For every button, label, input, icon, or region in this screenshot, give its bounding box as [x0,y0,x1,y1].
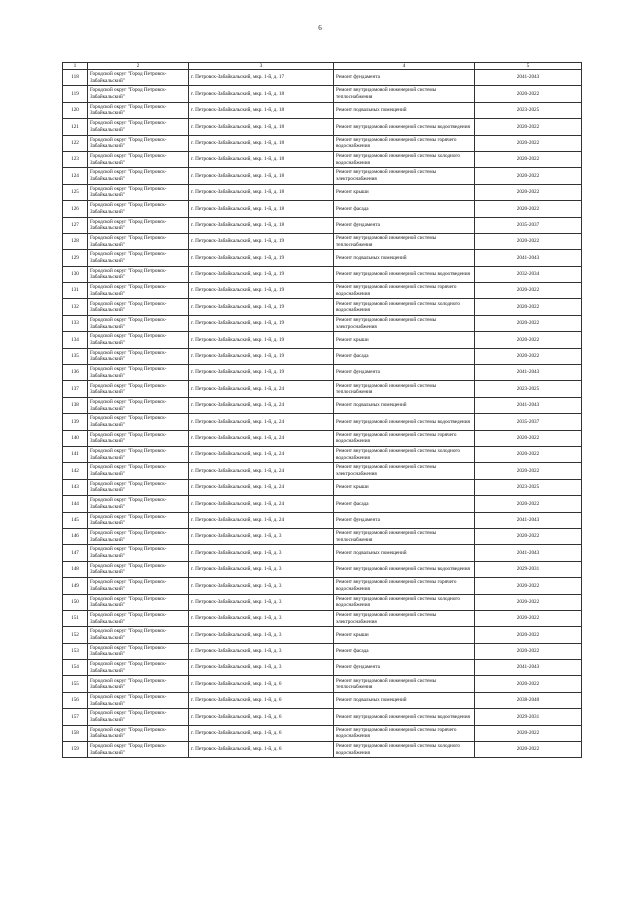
work-type-cell: Ремонт внутридомовой инженерной системы теплоснабжения [334,233,475,249]
work-type-cell: Ремонт внутридомовой инженерной системы теплоснабжения [334,381,475,397]
district-cell: Городской округ "Город Петровск-Забайкальский" [88,365,189,381]
work-type-cell: Ремонт подвальных помещений [334,692,475,708]
row-number-cell: 120 [63,102,88,118]
work-type-cell: Ремонт внутридомовой инженерной системы горячего водоснабжения [334,430,475,446]
table-row [63,512,582,528]
work-type-cell: Ремонт фасада [334,643,475,659]
period-cell: 2041-2043 [475,660,582,676]
period-cell: 2020-2022 [475,627,582,643]
period-cell: 2029-2031 [475,561,582,577]
work-type-cell: Ремонт внутридомовой инженерной системы теплоснабжения [334,528,475,544]
row-number-cell: 138 [63,397,88,413]
address-cell: г. Петровск-Забайкальский, мкр. 1-й, д. 24 [189,479,334,495]
district-cell: Городской округ "Город Петровск-Забайкальский" [88,397,189,413]
period-cell: 2020-2022 [475,299,582,315]
row-number-cell: 140 [63,430,88,446]
district-cell: Городской округ "Город Петровск-Забайкальский" [88,594,189,610]
district-cell: Городской округ "Город Петровск-Забайкальский" [88,233,189,249]
table-row [63,315,582,331]
period-cell: 2020-2022 [475,463,582,479]
address-cell: г. Петровск-Забайкальский, мкр. 1-й, д. 19 [189,332,334,348]
table-row [63,348,582,364]
work-type-cell: Ремонт внутридомовой инженерной системы теплоснабжения [334,676,475,692]
period-cell: 2023-2025 [475,102,582,118]
period-cell: 2041-2043 [475,397,582,413]
column-header: 3 [189,63,334,70]
address-cell: г. Петровск-Забайкальский, мкр. 1-й, д. 3 [189,660,334,676]
address-cell: г. Петровск-Забайкальский, мкр. 1-й, д. 18 [189,135,334,151]
work-type-cell: Ремонт внутридомовой инженерной системы водоотведения [334,119,475,135]
address-cell: г. Петровск-Забайкальский, мкр. 1-й, д. 19 [189,365,334,381]
address-cell: г. Петровск-Забайкальский, мкр. 1-й, д. 6 [189,709,334,725]
table-row [63,332,582,348]
period-cell: 2020-2022 [475,496,582,512]
work-type-cell: Ремонт фундамента [334,660,475,676]
address-cell: г. Петровск-Забайкальский, мкр. 1-й, д. 19 [189,299,334,315]
row-number-cell: 119 [63,86,88,102]
address-cell: г. Петровск-Забайкальский, мкр. 1-й, д. 3 [189,610,334,626]
district-cell: Городской округ "Город Петровск-Забайкальский" [88,430,189,446]
work-type-cell: Ремонт крыши [334,184,475,200]
table-row [63,135,582,151]
row-number-cell: 137 [63,381,88,397]
address-cell: г. Петровск-Забайкальский, мкр. 1-й, д. 24 [189,463,334,479]
district-cell: Городской округ "Город Петровск-Забайкальский" [88,692,189,708]
table-row [63,561,582,577]
period-cell: 2029-2031 [475,709,582,725]
district-cell: Городской округ "Город Петровск-Забайкальский" [88,725,189,741]
row-number-cell: 141 [63,446,88,462]
district-cell: Городской округ "Город Петровск-Забайкальский" [88,479,189,495]
table-row [63,119,582,135]
work-type-cell: Ремонт подвальных помещений [334,397,475,413]
period-cell: 2020-2022 [475,184,582,200]
district-cell: Городской округ "Город Петровск-Забайкальский" [88,184,189,200]
table-row [63,676,582,692]
row-number-cell: 139 [63,414,88,430]
table-row [63,578,582,594]
district-cell: Городской округ "Город Петровск-Забайкальский" [88,446,189,462]
address-cell: г. Петровск-Забайкальский, мкр. 1-й, д. 19 [189,250,334,266]
district-cell: Городской округ "Город Петровск-Забайкальский" [88,709,189,725]
address-cell: г. Петровск-Забайкальский, мкр. 1-й, д. 19 [189,348,334,364]
work-type-cell: Ремонт внутридомовой инженерной системы горячего водоснабжения [334,283,475,299]
table-row [63,283,582,299]
column-header: 4 [334,63,475,70]
work-type-cell: Ремонт внутридомовой инженерной системы электроснабжения [334,463,475,479]
district-cell: Городской округ "Город Петровск-Забайкальский" [88,135,189,151]
work-type-cell: Ремонт внутридомовой инженерной системы холодного водоснабжения [334,446,475,462]
address-cell: г. Петровск-Забайкальский, мкр. 1-й, д. 6 [189,692,334,708]
column-number-row [63,63,582,70]
work-type-cell: Ремонт подвальных помещений [334,102,475,118]
work-type-cell: Ремонт фундамента [334,70,475,86]
work-type-cell: Ремонт фасада [334,496,475,512]
work-type-cell: Ремонт фасада [334,348,475,364]
row-number-cell: 135 [63,348,88,364]
table-row [63,594,582,610]
work-type-cell: Ремонт фасада [334,201,475,217]
district-cell: Городской округ "Город Петровск-Забайкальский" [88,643,189,659]
table-row [63,725,582,741]
district-cell: Городской округ "Город Петровск-Забайкальский" [88,545,189,561]
district-cell: Городской округ "Город Петровск-Забайкальский" [88,332,189,348]
row-number-cell: 157 [63,709,88,725]
row-number-cell: 153 [63,643,88,659]
address-cell: г. Петровск-Забайкальский, мкр. 1-й, д. 3 [189,578,334,594]
table-row [63,430,582,446]
period-cell: 2020-2022 [475,725,582,741]
period-cell: 2020-2022 [475,610,582,626]
table-row [63,446,582,462]
row-number-cell: 130 [63,266,88,282]
district-cell: Городской округ "Город Петровск-Забайкальский" [88,676,189,692]
work-type-cell: Ремонт подвальных помещений [334,545,475,561]
row-number-cell: 123 [63,151,88,167]
work-type-cell: Ремонт внутридомовой инженерной системы водоотведения [334,266,475,282]
work-type-cell: Ремонт внутридомовой инженерной системы горячего водоснабжения [334,725,475,741]
work-type-cell: Ремонт внутридомовой инженерной системы холодного водоснабжения [334,594,475,610]
column-header: 1 [63,63,88,70]
row-number-cell: 142 [63,463,88,479]
work-type-cell: Ремонт внутридомовой инженерной системы горячего водоснабжения [334,135,475,151]
table-row [63,70,582,86]
district-cell: Городской округ "Город Петровск-Забайкальский" [88,528,189,544]
row-number-cell: 149 [63,578,88,594]
address-cell: г. Петровск-Забайкальский, мкр. 1-й, д. 17 [189,70,334,86]
period-cell: 2020-2022 [475,348,582,364]
work-type-cell: Ремонт внутридомовой инженерной системы холодного водоснабжения [334,742,475,758]
period-cell: 2020-2022 [475,233,582,249]
period-cell: 2020-2022 [475,742,582,758]
period-cell: 2041-2043 [475,365,582,381]
row-number-cell: 122 [63,135,88,151]
address-cell: г. Петровск-Забайкальский, мкр. 1-й, д. 3 [189,594,334,610]
period-cell: 2023-2025 [475,479,582,495]
table-row [63,742,582,758]
work-type-cell: Ремонт внутридомовой инженерной системы электроснабжения [334,315,475,331]
period-cell: 2020-2022 [475,643,582,659]
district-cell: Городской округ "Город Петровск-Забайкальский" [88,250,189,266]
table-row [63,299,582,315]
work-type-cell: Ремонт фундамента [334,512,475,528]
work-type-cell: Ремонт внутридомовой инженерной системы электроснабжения [334,610,475,626]
district-cell: Городской округ "Город Петровск-Забайкальский" [88,119,189,135]
table-row [63,463,582,479]
table-row [63,545,582,561]
row-number-cell: 147 [63,545,88,561]
district-cell: Городской округ "Город Петровск-Забайкальский" [88,299,189,315]
address-cell: г. Петровск-Забайкальский, мкр. 1-й, д. 18 [189,201,334,217]
table-row [63,414,582,430]
period-cell: 2020-2022 [475,446,582,462]
address-cell: г. Петровск-Забайкальский, мкр. 1-й, д. 18 [189,217,334,233]
address-cell: г. Петровск-Забайкальский, мкр. 1-й, д. 18 [189,151,334,167]
table-row [63,151,582,167]
table-row [63,217,582,233]
row-number-cell: 144 [63,496,88,512]
address-cell: г. Петровск-Забайкальский, мкр. 1-й, д. 6 [189,725,334,741]
work-type-cell: Ремонт внутридомовой инженерной системы водоотведения [334,561,475,577]
column-header: 2 [88,63,189,70]
row-number-cell: 124 [63,168,88,184]
period-cell: 2020-2022 [475,283,582,299]
work-type-cell: Ремонт крыши [334,332,475,348]
period-cell: 2020-2022 [475,201,582,217]
address-cell: г. Петровск-Забайкальский, мкр. 1-й, д. 18 [189,184,334,200]
period-cell: 2035-2037 [475,217,582,233]
table-row [63,102,582,118]
district-cell: Городской округ "Город Петровск-Забайкальский" [88,201,189,217]
row-number-cell: 121 [63,119,88,135]
district-cell: Городской округ "Город Петровск-Забайкальский" [88,660,189,676]
period-cell: 2020-2022 [475,430,582,446]
work-type-cell: Ремонт внутридомовой инженерной системы горячего водоснабжения [334,578,475,594]
table-row [63,496,582,512]
address-cell: г. Петровск-Забайкальский, мкр. 1-й, д. 6 [189,742,334,758]
district-cell: Городской округ "Город Петровск-Забайкальский" [88,315,189,331]
district-cell: Городской округ "Город Петровск-Забайкальский" [88,381,189,397]
row-number-cell: 136 [63,365,88,381]
period-cell: 2020-2022 [475,332,582,348]
district-cell: Городской округ "Город Петровск-Забайкальский" [88,168,189,184]
table-body [63,63,582,758]
work-type-cell: Ремонт фундамента [334,217,475,233]
work-type-cell: Ремонт внутридомовой инженерной системы теплоснабжения [334,86,475,102]
repair-schedule-table [62,62,582,758]
period-cell: 2020-2022 [475,528,582,544]
work-type-cell: Ремонт крыши [334,479,475,495]
table-row [63,381,582,397]
district-cell: Городской округ "Город Петровск-Забайкальский" [88,610,189,626]
period-cell: 2041-2043 [475,250,582,266]
table-row [63,709,582,725]
work-type-cell: Ремонт внутридомовой инженерной системы холодного водоснабжения [334,299,475,315]
district-cell: Городской округ "Город Петровск-Забайкальский" [88,151,189,167]
work-type-cell: Ремонт внутридомовой инженерной системы водоотведения [334,414,475,430]
district-cell: Городской округ "Город Петровск-Забайкальский" [88,463,189,479]
page-number: 6 [318,24,322,32]
address-cell: г. Петровск-Забайкальский, мкр. 1-й, д. 24 [189,446,334,462]
row-number-cell: 148 [63,561,88,577]
work-type-cell: Ремонт подвальных помещений [334,250,475,266]
district-cell: Городской округ "Город Петровск-Забайкальский" [88,578,189,594]
district-cell: Городской округ "Город Петровск-Забайкальский" [88,414,189,430]
table-row [63,184,582,200]
period-cell: 2020-2022 [475,168,582,184]
period-cell: 2020-2022 [475,135,582,151]
row-number-cell: 145 [63,512,88,528]
period-cell: 2020-2022 [475,578,582,594]
table-row [63,397,582,413]
district-cell: Городской округ "Город Петровск-Забайкальский" [88,86,189,102]
work-type-cell: Ремонт внутридомовой инженерной системы холодного водоснабжения [334,151,475,167]
address-cell: г. Петровск-Забайкальский, мкр. 1-й, д. 18 [189,119,334,135]
row-number-cell: 151 [63,610,88,626]
period-cell: 2035-2037 [475,414,582,430]
column-header: 5 [475,63,582,70]
row-number-cell: 129 [63,250,88,266]
district-cell: Городской округ "Город Петровск-Забайкальский" [88,266,189,282]
work-type-cell: Ремонт внутридомовой инженерной системы водоотведения [334,709,475,725]
address-cell: г. Петровск-Забайкальский, мкр. 1-й, д. 24 [189,397,334,413]
address-cell: г. Петровск-Забайкальский, мкр. 1-й, д. 19 [189,283,334,299]
period-cell: 2023-2025 [475,381,582,397]
period-cell: 2032-2034 [475,266,582,282]
table-row [63,610,582,626]
address-cell: г. Петровск-Забайкальский, мкр. 1-й, д. 18 [189,86,334,102]
district-cell: Городской округ "Город Петровск-Забайкальский" [88,348,189,364]
table-row [63,201,582,217]
table-row [63,479,582,495]
period-cell: 2020-2022 [475,151,582,167]
period-cell: 2041-2043 [475,512,582,528]
period-cell: 2041-2043 [475,545,582,561]
period-cell: 2038-2040 [475,692,582,708]
table-row [63,692,582,708]
table-row [63,86,582,102]
period-cell: 2020-2022 [475,594,582,610]
row-number-cell: 118 [63,70,88,86]
row-number-cell: 143 [63,479,88,495]
address-cell: г. Петровск-Забайкальский, мкр. 1-й, д. 3 [189,643,334,659]
row-number-cell: 150 [63,594,88,610]
district-cell: Городской округ "Город Петровск-Забайкальский" [88,496,189,512]
table-row [63,266,582,282]
address-cell: г. Петровск-Забайкальский, мкр. 1-й, д. 3 [189,545,334,561]
table-row [63,643,582,659]
row-number-cell: 158 [63,725,88,741]
table-row [63,528,582,544]
address-cell: г. Петровск-Забайкальский, мкр. 1-й, д. 19 [189,233,334,249]
address-cell: г. Петровск-Забайкальский, мкр. 1-й, д. 24 [189,414,334,430]
row-number-cell: 132 [63,299,88,315]
work-type-cell: Ремонт крыши [334,627,475,643]
row-number-cell: 155 [63,676,88,692]
period-cell: 2041-2043 [475,70,582,86]
district-cell: Городской округ "Город Петровск-Забайкальский" [88,512,189,528]
address-cell: г. Петровск-Забайкальский, мкр. 1-й, д. 18 [189,102,334,118]
period-cell: 2020-2022 [475,315,582,331]
address-cell: г. Петровск-Забайкальский, мкр. 1-й, д. 6 [189,676,334,692]
row-number-cell: 128 [63,233,88,249]
district-cell: Городской округ "Город Петровск-Забайкальский" [88,102,189,118]
work-type-cell: Ремонт внутридомовой инженерной системы электроснабжения [334,168,475,184]
row-number-cell: 159 [63,742,88,758]
district-cell: Городской округ "Город Петровск-Забайкальский" [88,627,189,643]
address-cell: г. Петровск-Забайкальский, мкр. 1-й, д. 3 [189,627,334,643]
district-cell: Городской округ "Город Петровск-Забайкальский" [88,742,189,758]
row-number-cell: 134 [63,332,88,348]
table-row [63,233,582,249]
row-number-cell: 131 [63,283,88,299]
row-number-cell: 127 [63,217,88,233]
table-row [63,168,582,184]
address-cell: г. Петровск-Забайкальский, мкр. 1-й, д. 18 [189,168,334,184]
address-cell: г. Петровск-Забайкальский, мкр. 1-й, д. 3 [189,561,334,577]
address-cell: г. Петровск-Забайкальский, мкр. 1-й, д. 19 [189,315,334,331]
row-number-cell: 146 [63,528,88,544]
row-number-cell: 156 [63,692,88,708]
district-cell: Городской округ "Город Петровск-Забайкальский" [88,561,189,577]
row-number-cell: 133 [63,315,88,331]
address-cell: г. Петровск-Забайкальский, мкр. 1-й, д. 24 [189,496,334,512]
row-number-cell: 154 [63,660,88,676]
district-cell: Городской округ "Город Петровск-Забайкальский" [88,70,189,86]
district-cell: Городской округ "Город Петровск-Забайкальский" [88,283,189,299]
table-row [63,627,582,643]
row-number-cell: 152 [63,627,88,643]
address-cell: г. Петровск-Забайкальский, мкр. 1-й, д. 24 [189,430,334,446]
address-cell: г. Петровск-Забайкальский, мкр. 1-й, д. 19 [189,266,334,282]
row-number-cell: 126 [63,201,88,217]
address-cell: г. Петровск-Забайкальский, мкр. 1-й, д. 3 [189,528,334,544]
period-cell: 2020-2022 [475,86,582,102]
period-cell: 2020-2022 [475,676,582,692]
address-cell: г. Петровск-Забайкальский, мкр. 1-й, д. 24 [189,512,334,528]
row-number-cell: 125 [63,184,88,200]
table-row [63,365,582,381]
table-row [63,250,582,266]
period-cell: 2020-2022 [475,119,582,135]
district-cell: Городской округ "Город Петровск-Забайкальский" [88,217,189,233]
table-row [63,660,582,676]
work-type-cell: Ремонт фундамента [334,365,475,381]
address-cell: г. Петровск-Забайкальский, мкр. 1-й, д. 24 [189,381,334,397]
